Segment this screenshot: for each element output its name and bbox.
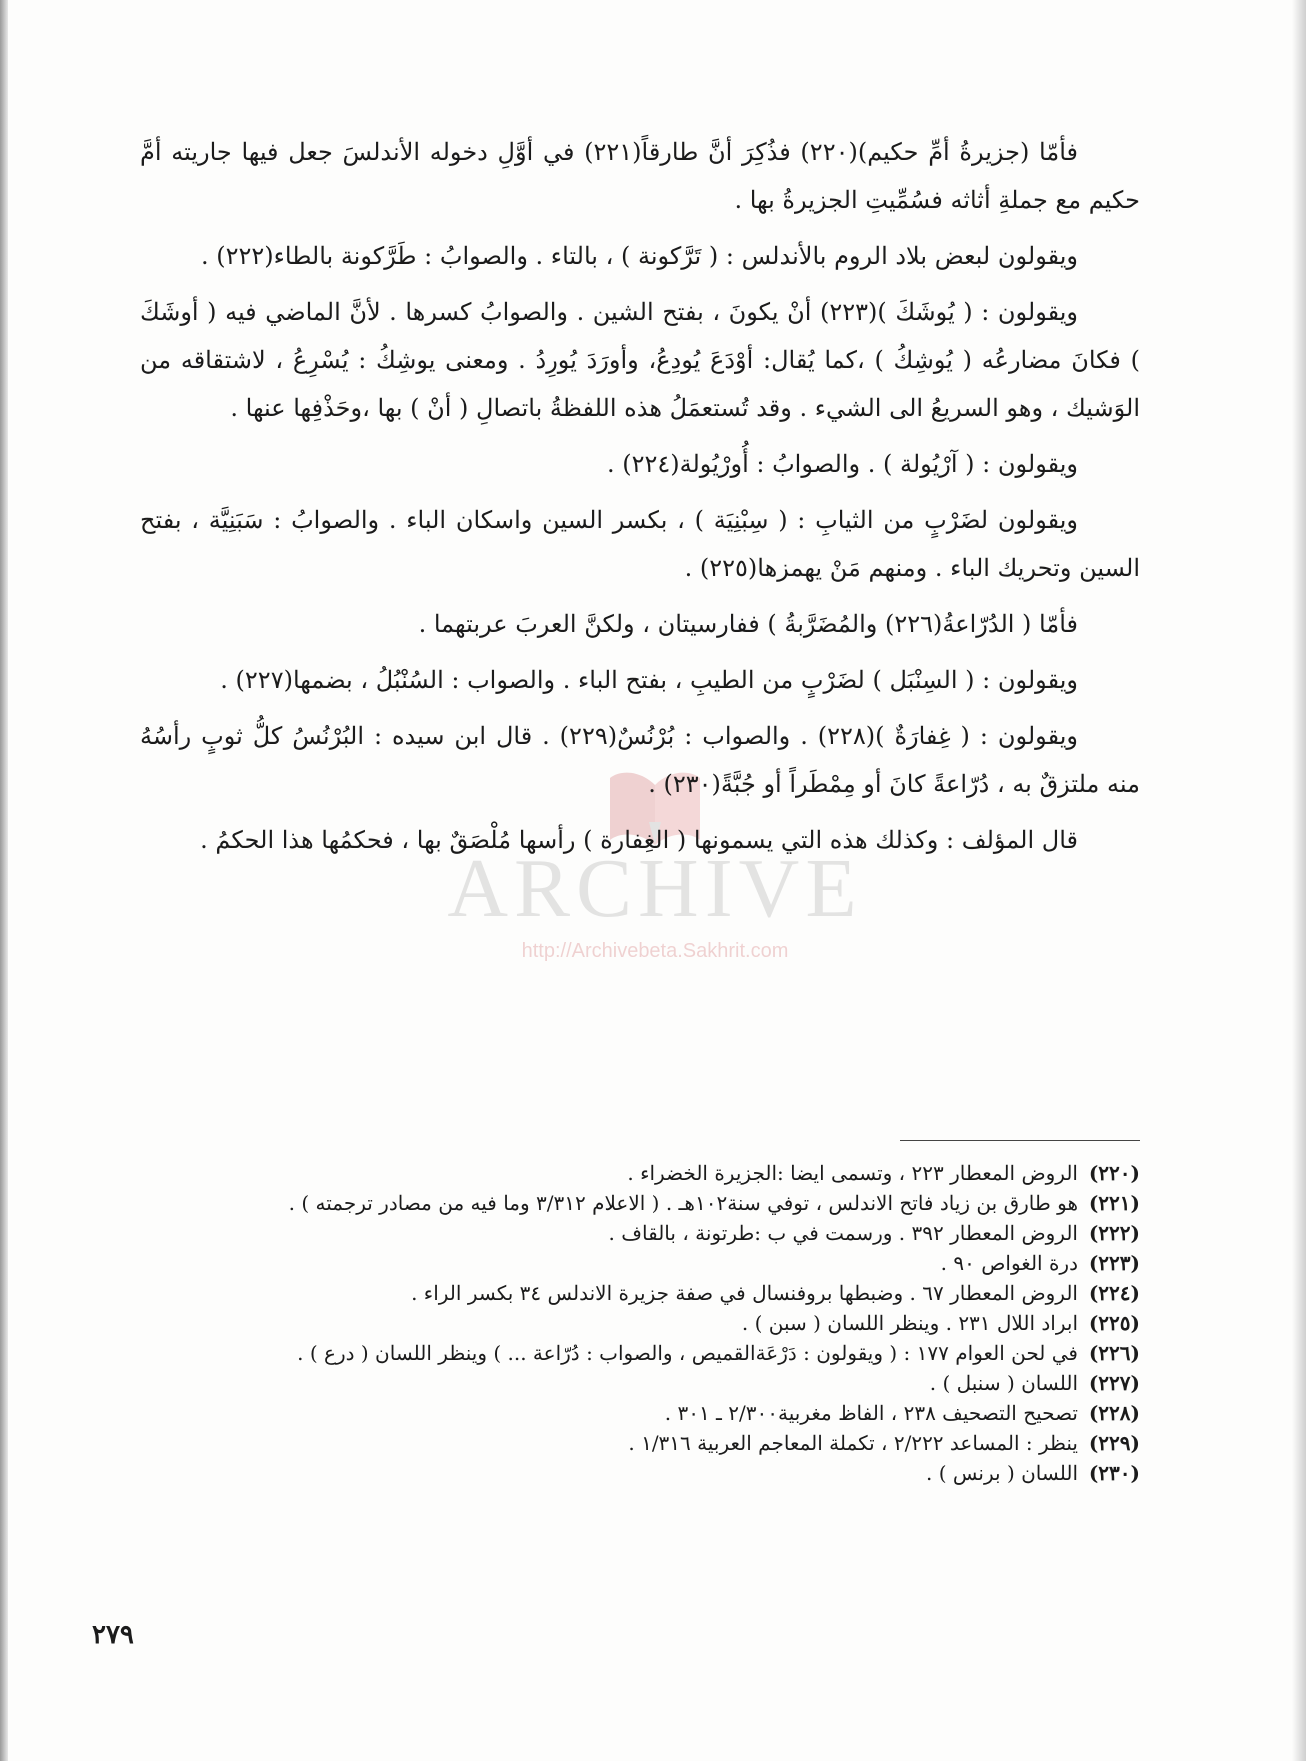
footnote <box>140 1398 1140 1428</box>
footnote-text: الروض المعطار ٣٩٢ . ورسمت في ب :طرتونة ، بالقاف . <box>608 1221 1078 1245</box>
footnote-number: (٢٢٤) <box>1088 1281 1140 1305</box>
footnote <box>140 1188 1140 1218</box>
paragraph: قال المؤلف : وكذلك هذه التي يسمونها ( الغِفارة ) رأسها مُلْصَقٌ بها ، فحكمُها هذا الحكمُ . <box>200 826 1078 854</box>
paragraph: فأمّا ( الدُرّاعةُ(٢٢٦) والمُضَرَّبةُ ) ففارسيتان ، ولكنَّ العربَ عربتهما . <box>418 610 1078 638</box>
watermark-url: http://Archivebeta.Sakhrit.com <box>521 940 789 962</box>
paragraph: ويقولون : ( آرْيُولة ) . والصوابُ : أُورْيُولة(٢٢٤) . <box>606 450 1078 478</box>
footnote-number: (٢٢٩) <box>1088 1431 1140 1455</box>
footnote <box>140 1158 1140 1188</box>
footnote-text: اللسان ( برنس ) . <box>926 1461 1078 1485</box>
footnote-text: ابراد اللال ٢٣١ . وينظر اللسان ( سبن ) . <box>741 1311 1078 1335</box>
paragraph: فأمّا (جزيرةُ أمِّ حكيم)(٢٢٠) فذُكِرَ أنَّ طارقاً(٢٢١) في أوَّلِ دخوله الأندلسَ جعل فيها جاريته أمَّ حكيم مع جملةِ أثاثه فسُمِّيتِ الجزيرةُ بها . <box>140 138 1140 214</box>
footnote-text: الروض المعطار ٦٧ . وضبطها بروفنسال في صفة جزيرة الاندلس ٣٤ بكسر الراء . <box>411 1281 1078 1305</box>
footnote <box>140 1308 1140 1338</box>
footnote-text: اللسان ( سنبل ) . <box>929 1371 1078 1395</box>
footnote <box>140 1458 1140 1488</box>
footnote-number: (٢٢٦) <box>1088 1341 1140 1365</box>
footnote-text: الروض المعطار ٢٢٣ ، وتسمى ايضا :الجزيرة الخضراء . <box>627 1161 1078 1185</box>
footnote-text: درة الغواص ٩٠ . <box>940 1251 1078 1275</box>
footnote-text: هو طارق بن زياد فاتح الاندلس ، توفي سنة١٠٢هـ . ( الاعلام ٣/٣١٢ وما فيه من مصادر ترجمته ) . <box>288 1191 1078 1215</box>
footnote-number: (٢٢٠) <box>1088 1161 1140 1185</box>
footnote <box>140 1278 1140 1308</box>
page-number: ٢٧٩ <box>92 1620 134 1650</box>
page-edge-shadow-left <box>0 0 8 1761</box>
footnote-text: في لحن العوام ١٧٧ : ( ويقولون : دَرْعَةالقميص ، والصواب : دُرّاعة ... ) وينظر اللسان ( درع ) . <box>297 1341 1078 1365</box>
main-text <box>140 128 1140 872</box>
footnotes <box>140 1158 1140 1488</box>
footnote-number: (٢٢٥) <box>1088 1311 1140 1335</box>
footnote <box>140 1338 1140 1368</box>
footnote-number: (٢٢٧) <box>1088 1371 1140 1395</box>
footnote-divider <box>900 1140 1140 1141</box>
footnote-number: (٢٢٨) <box>1088 1401 1140 1425</box>
footnote <box>140 1248 1140 1278</box>
footnote-number: (٢٢٢) <box>1088 1221 1140 1245</box>
paragraph: ويقولون لبعض بلاد الروم بالأندلس : ( تَرَّكونة ) ، بالتاء . والصوابُ : طَرَّكونة بالطاء(٢٢٢) . <box>200 242 1078 270</box>
footnote-number: (٢٢١) <box>1088 1191 1140 1215</box>
footnote <box>140 1428 1140 1458</box>
footnote-number: (٢٣٠) <box>1088 1461 1140 1485</box>
footnote-text: ينظر : المساعد ٢/٢٢٢ ، تكملة المعاجم العربية ١/٣١٦ . <box>628 1431 1078 1455</box>
paragraph: ويقولون : ( يُوشَكَ )(٢٢٣) أنْ يكونَ ، بفتح الشين . والصوابُ كسرها . لأنَّ الماضي فيه ( أوشَكَ ) فكانَ مضارعُه ( يُوشِكُ ) ،كما يُقال: أوْدَعَ يُودِعُ، وأورَدَ يُورِدُ . ومعنى يوشِكُ : يُسْرِعُ ، لاشتقاقه من الوَشيك ، وهو السريعُ الى الشيء . وقد تُستعمَلُ هذه اللفظةُ باتصالِ ( أنْ ) بها ،وحَذْفِها عنها . <box>140 298 1140 422</box>
paragraph: ويقولون : ( السِنْبَل ) لضَرْبٍ من الطيبِ ، بفتح الباء . والصواب : السُنْبُلُ ، بضمها(٢٢٧) . <box>220 666 1078 694</box>
watermark-title: ARCHIVE <box>447 842 863 935</box>
page-edge-shadow-right <box>1292 0 1306 1761</box>
footnote-number: (٢٢٣) <box>1088 1251 1140 1275</box>
paragraph: ويقولون : ( غِفارَةٌ )(٢٢٨) . والصواب : بُرْنُسٌ(٢٢٩) . قال ابن سيده : البُرْنُسُ كلُّ ثوبٍ رأسُهُ منه ملتزقٌ به ، دُرّاعةً كانَ أو مِمْطَراً أو جُبَّةً(٢٣٠) . <box>140 722 1140 798</box>
footnote <box>140 1368 1140 1398</box>
footnote <box>140 1218 1140 1248</box>
paragraph: ويقولون لضَرْبٍ من الثيابِ : ( سِبْنِيَة ) ، بكسر السين واسكان الباء . والصوابُ : سَبَنِيَّة ، بفتح السين وتحريك الباء . ومنهم مَنْ يهمزها(٢٢٥) . <box>140 506 1140 582</box>
footnote-text: تصحيح التصحيف ٢٣٨ ، الفاظ مغربية٢/٣٠٠ ـ ٣٠١ . <box>664 1401 1078 1425</box>
